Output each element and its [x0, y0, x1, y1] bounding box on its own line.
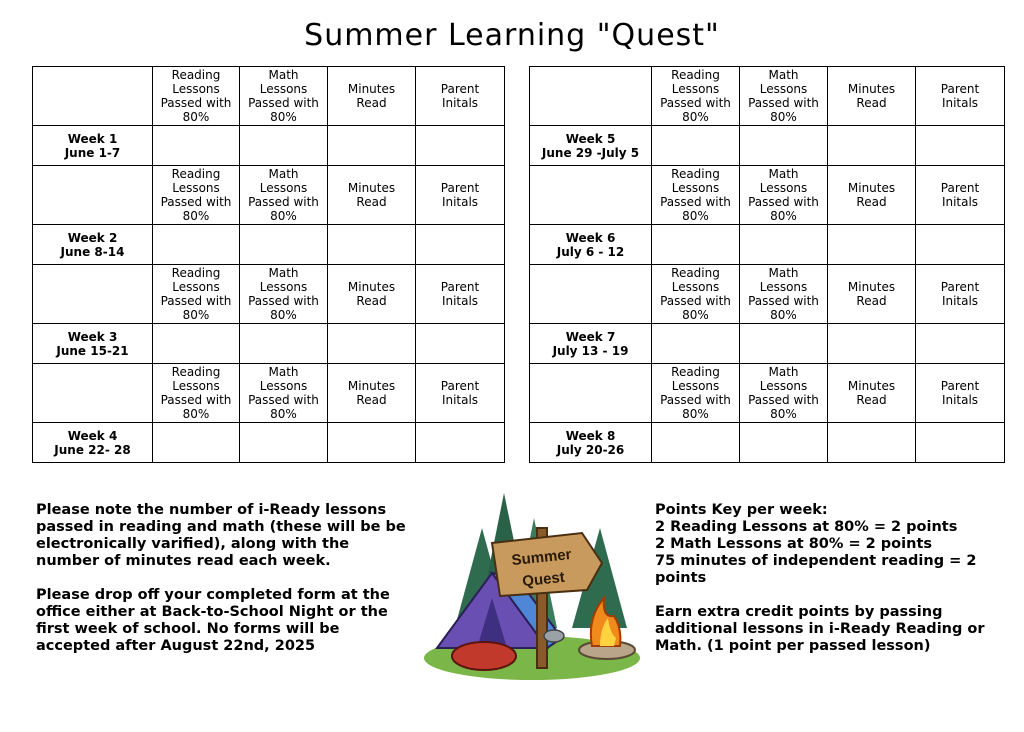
minutes-read-header: Minutes Read [328, 364, 416, 423]
points-key-math: 2 Math Lessons at 80% = 2 points [655, 536, 933, 552]
math-lessons-entry[interactable] [240, 225, 328, 265]
parent-initials-header: Parent Initals [916, 364, 1005, 423]
math-lessons-header: Math Lessons Passed with 80% [240, 166, 328, 225]
reading-lessons-header: Reading Lessons Passed with 80% [652, 67, 740, 126]
reading-lessons-entry[interactable] [153, 324, 240, 364]
minutes-read-header: Minutes Read [328, 67, 416, 126]
minutes-read-entry[interactable] [328, 225, 416, 265]
blank-cell [530, 265, 652, 324]
math-lessons-entry[interactable] [240, 423, 328, 463]
week-dates: June 15-21 [56, 343, 129, 358]
week-dates: June 29 -July 5 [541, 145, 640, 160]
parent-initials-header: Parent Initals [916, 166, 1005, 225]
instructions-paragraph-2: Please drop off your completed form at the office either at Back-to-School Night or the first week of school. No forms will be accepted after August 22nd, 2025 [36, 587, 390, 654]
parent-initials-entry[interactable] [416, 225, 505, 265]
minutes-read-header: Minutes Read [328, 265, 416, 324]
math-lessons-header: Math Lessons Passed with 80% [240, 364, 328, 423]
math-lessons-entry[interactable] [740, 423, 828, 463]
reading-lessons-header: Reading Lessons Passed with 80% [652, 166, 740, 225]
math-lessons-header: Math Lessons Passed with 80% [240, 67, 328, 126]
week-label-cell [530, 225, 652, 265]
parent-initials-header: Parent Initals [416, 67, 505, 126]
header-row [530, 166, 1005, 225]
week-row [530, 225, 1005, 265]
header-row [530, 265, 1005, 324]
week-number: Week 8 [565, 428, 616, 443]
math-lessons-entry[interactable] [240, 324, 328, 364]
math-lessons-header: Math Lessons Passed with 80% [240, 265, 328, 324]
minutes-read-entry[interactable] [328, 324, 416, 364]
minutes-read-header: Minutes Read [328, 166, 416, 225]
parent-initials-entry[interactable] [916, 126, 1005, 166]
minutes-read-entry[interactable] [828, 225, 916, 265]
reading-lessons-entry[interactable] [652, 423, 740, 463]
blank-cell [33, 364, 153, 423]
week-label-cell [33, 324, 153, 364]
weeks-table-left [32, 66, 505, 463]
instructions [36, 502, 406, 672]
math-lessons-header: Math Lessons Passed with 80% [740, 265, 828, 324]
header-row [33, 265, 505, 324]
extra-credit-note: Earn extra credit points by passing additional lessons in i-Ready Reading or Math. (1 point per passed lesson) [655, 604, 985, 654]
reading-lessons-entry[interactable] [153, 225, 240, 265]
week-number: Week 3 [67, 329, 118, 344]
reading-lessons-header: Reading Lessons Passed with 80% [652, 265, 740, 324]
math-lessons-header: Math Lessons Passed with 80% [740, 364, 828, 423]
parent-initials-header: Parent Initals [416, 265, 505, 324]
parent-initials-entry[interactable] [416, 324, 505, 364]
minutes-read-entry[interactable] [328, 126, 416, 166]
blank-cell [530, 67, 652, 126]
rock [544, 630, 564, 642]
math-lessons-header: Math Lessons Passed with 80% [740, 166, 828, 225]
parent-initials-header: Parent Initals [916, 265, 1005, 324]
week-number: Week 2 [67, 230, 118, 245]
week-number: Week 7 [565, 329, 616, 344]
points-key-reading: 2 Reading Lessons at 80% = 2 points [655, 519, 958, 535]
week-dates: June 22- 28 [54, 442, 131, 457]
minutes-read-entry[interactable] [828, 324, 916, 364]
week-dates: June 1-7 [64, 145, 121, 160]
points-key-minutes: 75 minutes of independent reading = 2 points [655, 553, 977, 586]
week-dates: July 13 - 19 [552, 343, 629, 358]
reading-lessons-entry[interactable] [153, 423, 240, 463]
minutes-read-entry[interactable] [828, 126, 916, 166]
reading-lessons-header: Reading Lessons Passed with 80% [153, 166, 240, 225]
week-dates: July 6 - 12 [556, 244, 625, 259]
minutes-read-header: Minutes Read [828, 166, 916, 225]
minutes-read-header: Minutes Read [828, 265, 916, 324]
blank-cell [33, 67, 153, 126]
week-label-cell [33, 225, 153, 265]
minutes-read-entry[interactable] [328, 423, 416, 463]
parent-initials-entry[interactable] [916, 423, 1005, 463]
week-label-cell [530, 126, 652, 166]
week-dates: July 20-26 [556, 442, 625, 457]
week-number: Week 5 [565, 131, 616, 146]
reading-lessons-entry[interactable] [652, 126, 740, 166]
math-lessons-entry[interactable] [740, 324, 828, 364]
instructions-paragraph-1: Please note the number of i-Ready lessons passed in reading and math (these will be be electronically varified), along with the number of minutes read each week. [36, 502, 406, 569]
sleeping-bag [452, 642, 516, 670]
reading-lessons-header: Reading Lessons Passed with 80% [153, 67, 240, 126]
math-lessons-header: Math Lessons Passed with 80% [740, 67, 828, 126]
header-row [33, 67, 505, 126]
parent-initials-header: Parent Initals [916, 67, 1005, 126]
parent-initials-entry[interactable] [916, 324, 1005, 364]
week-row [33, 324, 505, 364]
week-label-cell [530, 324, 652, 364]
minutes-read-header: Minutes Read [828, 364, 916, 423]
sign-text-summer: Summer [510, 545, 573, 570]
week-number: Week 6 [565, 230, 616, 245]
week-number: Week 1 [67, 131, 118, 146]
parent-initials-header: Parent Initals [416, 166, 505, 225]
blank-cell [33, 166, 153, 225]
math-lessons-entry[interactable] [740, 126, 828, 166]
header-row [530, 67, 1005, 126]
week-row [33, 126, 505, 166]
week-label-cell [530, 423, 652, 463]
header-row [530, 364, 1005, 423]
week-row [530, 324, 1005, 364]
blank-cell [530, 166, 652, 225]
math-lessons-entry[interactable] [740, 225, 828, 265]
reading-lessons-entry[interactable] [652, 225, 740, 265]
week-number: Week 4 [67, 428, 118, 443]
week-label-cell [33, 126, 153, 166]
reading-lessons-entry[interactable] [652, 324, 740, 364]
math-lessons-entry[interactable] [240, 126, 328, 166]
reading-lessons-header: Reading Lessons Passed with 80% [153, 364, 240, 423]
week-label-cell [33, 423, 153, 463]
reading-lessons-header: Reading Lessons Passed with 80% [153, 265, 240, 324]
sign-text-quest: Quest [521, 568, 566, 591]
week-dates: June 8-14 [60, 244, 125, 259]
points-key [655, 502, 1005, 672]
header-row [33, 364, 505, 423]
minutes-read-entry[interactable] [828, 423, 916, 463]
parent-initials-entry[interactable] [416, 126, 505, 166]
week-row [33, 225, 505, 265]
reading-lessons-header: Reading Lessons Passed with 80% [652, 364, 740, 423]
blank-cell [530, 364, 652, 423]
page-title: Summer Learning "Quest" [304, 18, 720, 53]
header-row [33, 166, 505, 225]
weeks-table-right [529, 66, 1005, 463]
week-row [530, 423, 1005, 463]
parent-initials-entry[interactable] [416, 423, 505, 463]
camping-clipart [422, 488, 642, 683]
minutes-read-header: Minutes Read [828, 67, 916, 126]
parent-initials-header: Parent Initals [416, 364, 505, 423]
parent-initials-entry[interactable] [916, 225, 1005, 265]
week-row [33, 423, 505, 463]
week-row [530, 126, 1005, 166]
points-key-heading: Points Key per week: [655, 502, 828, 518]
blank-cell [33, 265, 153, 324]
reading-lessons-entry[interactable] [153, 126, 240, 166]
